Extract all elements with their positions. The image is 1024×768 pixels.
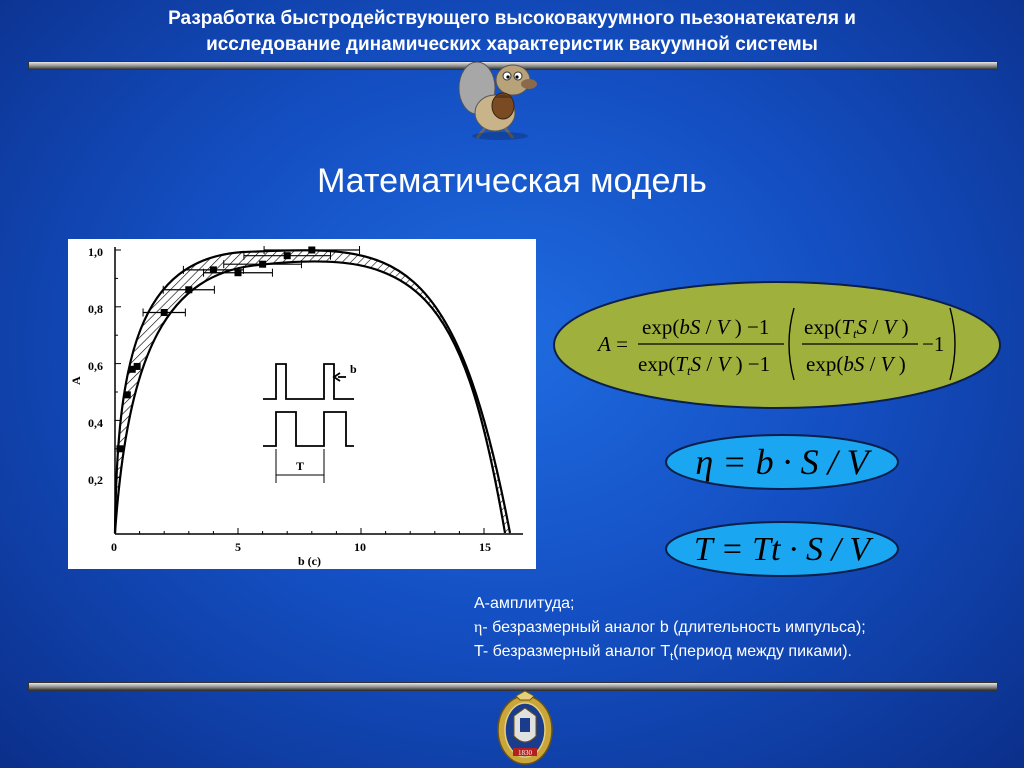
- section-heading: Математическая модель: [317, 162, 707, 200]
- slide-title-line1: Разработка быстродействующего высоковакуумного пьезонатекателя и: [168, 8, 856, 29]
- svg-text:exp(bS / V ): exp(bS / V ): [806, 352, 906, 376]
- slide-title-line2: исследование динамических характеристик вакуумной системы: [206, 34, 818, 55]
- y-axis-label: A: [69, 376, 83, 385]
- university-crest-logo: [496, 690, 554, 766]
- svg-text:exp(bS / V ) −1: exp(bS / V ) −1: [642, 315, 770, 339]
- y-tick-label: 0,8: [88, 302, 103, 316]
- data-point: [124, 391, 131, 398]
- x-axis-label: b (c): [298, 554, 321, 568]
- eta-symbol: η: [474, 619, 483, 636]
- inset-b-label: b: [350, 362, 357, 376]
- svg-text:exp(TtS / V ): exp(TtS / V ): [804, 315, 909, 341]
- legend: [474, 592, 866, 669]
- squirrel-mascot-image: [455, 58, 555, 140]
- crest-year: 1830: [518, 749, 532, 757]
- x-tick-label: 0: [111, 540, 117, 554]
- x-tick-label: 15: [479, 540, 491, 554]
- data-point: [134, 363, 141, 370]
- eta-formula-text: η = b · S / V: [695, 442, 869, 482]
- period-formula-text: T = Tt · S / V: [693, 531, 871, 568]
- inset-T-label: T: [296, 459, 305, 473]
- legend-period-suffix: (период между пиками).: [673, 643, 852, 660]
- amplitude-chart: [68, 239, 536, 569]
- legend-line-period: [474, 640, 866, 669]
- x-tick-label: 10: [354, 540, 366, 554]
- svg-text:A =: A =: [598, 332, 628, 356]
- hatched-band: [115, 250, 510, 533]
- legend-period-prefix: T- безразмерный аналог T: [474, 643, 671, 660]
- svg-text:−1: −1: [922, 332, 945, 356]
- legend-line-amplitude: А-амплитуда;: [474, 595, 575, 612]
- legend-period-sub: t: [670, 651, 674, 664]
- pulse-inset: [263, 364, 354, 483]
- amplitude-formula: [552, 280, 1002, 410]
- x-tick-label: 5: [235, 540, 241, 554]
- eta-formula: [664, 433, 900, 491]
- slide-title: [40, 6, 984, 58]
- y-tick-label: 0,6: [88, 359, 103, 373]
- svg-text:exp(TtS / V ) −1: exp(TtS / V ) −1: [638, 352, 771, 378]
- legend-eta-text: - безразмерный аналог b (длительность импульса);: [482, 619, 866, 636]
- y-tick-label: 0,4: [88, 416, 103, 430]
- y-tick-label: 0,2: [88, 473, 103, 487]
- y-tick-label: 1,0: [88, 245, 103, 259]
- period-formula: [664, 520, 900, 578]
- data-point: [116, 445, 123, 452]
- legend-line-eta: [474, 616, 866, 640]
